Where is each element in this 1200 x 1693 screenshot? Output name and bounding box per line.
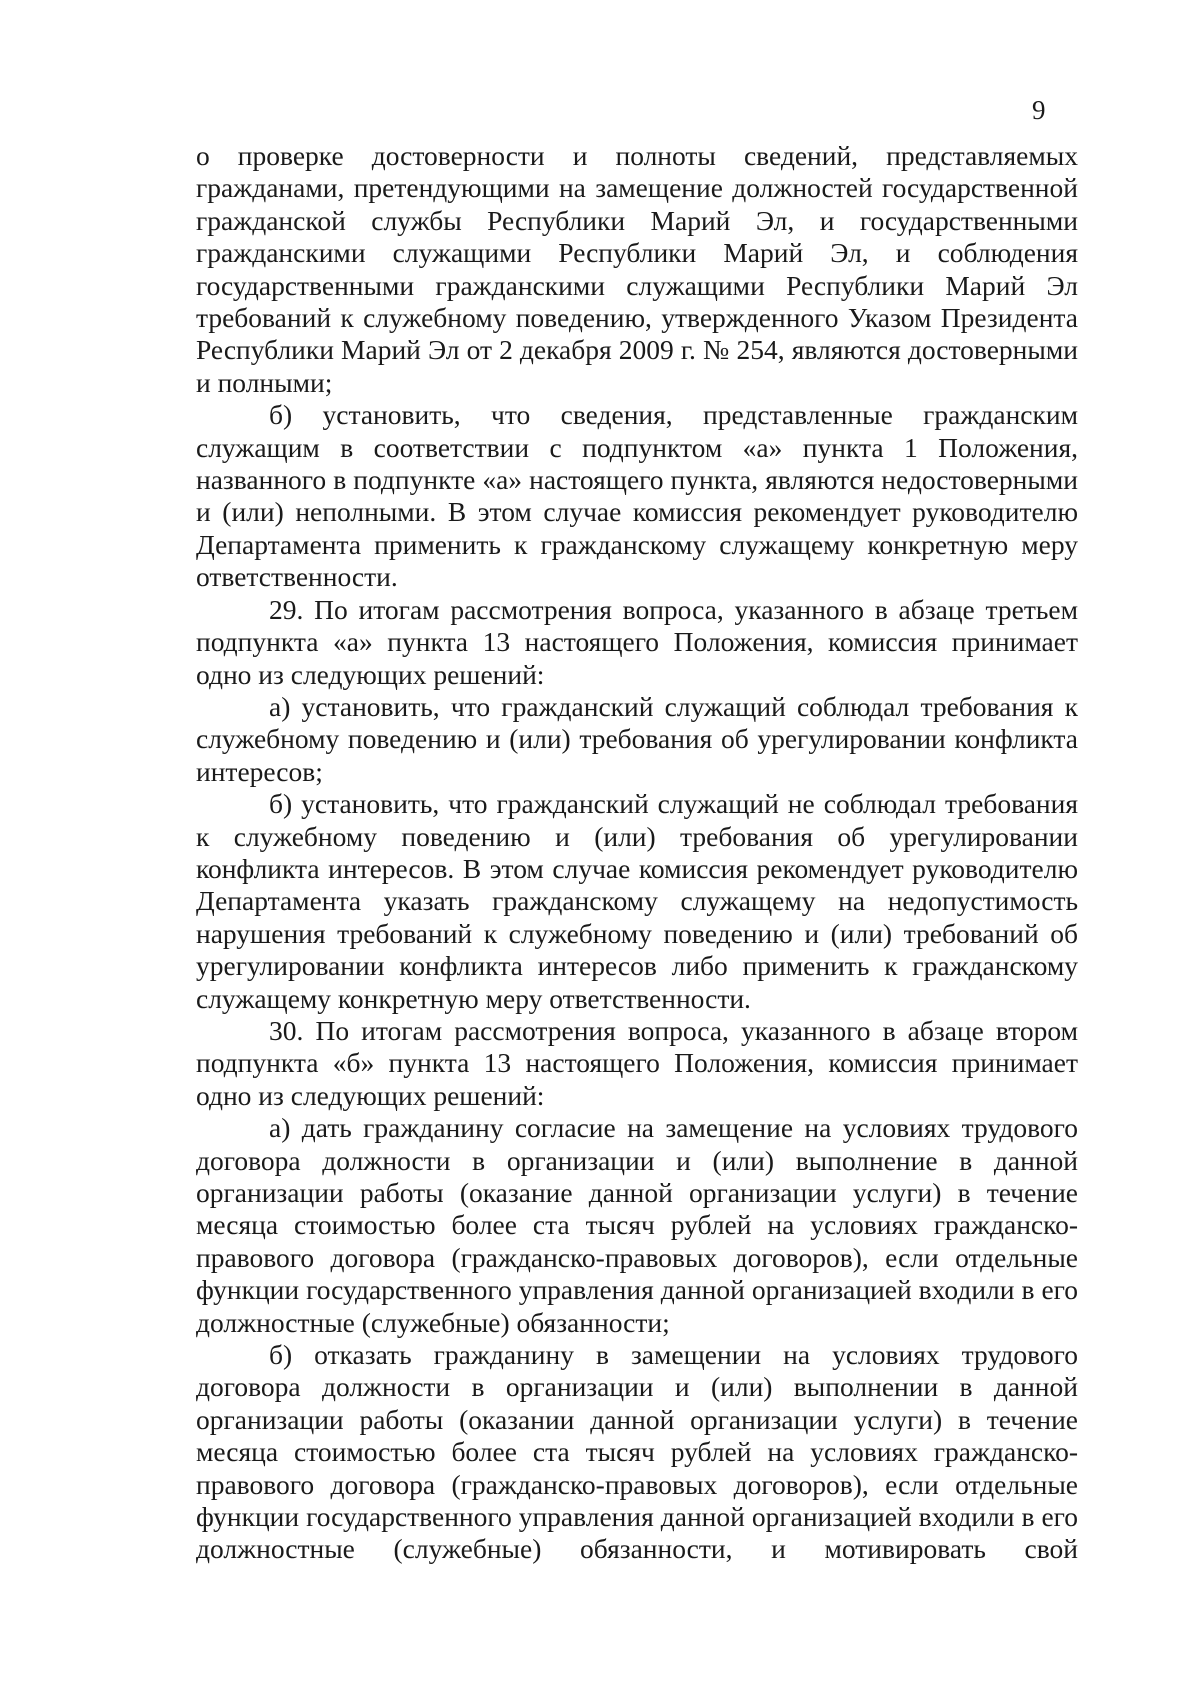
document-body bbox=[196, 140, 1078, 1566]
paragraph: а) дать гражданину согласие на замещение на условиях трудового договора должности в организации и (или) выполнение в данной организации работы (оказание данной организации услуги) в течение месяца стоимостью более ста тысяч рублей на условиях гражданско-правового договора (гражданско-правовых договоров), если отдельные функции государственного управления данной организацией входили в его должностные (служебные) обязанности; bbox=[196, 1112, 1078, 1338]
page-number: 9 bbox=[1032, 95, 1046, 125]
paragraph: 30. По итогам рассмотрения вопроса, указанного в абзаце втором подпункта «б» пункта 13 настоящего Положения, комиссия принимает одно из следующих решений: bbox=[196, 1014, 1078, 1111]
paragraph: б) установить, что гражданский служащий не соблюдал требования к служебному поведению и (или) требования об урегулировании конфликта интересов. В этом случае комиссия рекомендует руководителю Департамента указать гражданскому служащему на недопустимость нарушения требований к служебному поведению и (или) требований об урегулировании конфликта интересов либо применить к гражданскому служащему конкретную меру ответственности. bbox=[196, 788, 1078, 1014]
paragraph: а) установить, что гражданский служащий соблюдал требования к служебному поведению и (или) требования об урегулировании конфликта интересов; bbox=[196, 690, 1078, 787]
paragraph: о проверке достоверности и полноты сведений, представляемых гражданами, претендующими на замещение должностей государственной гражданской службы Республики Марий Эл, и государственными гражданскими служащими Республики Марий Эл, и соблюдения государственными гражданскими служащими Республики Марий Эл требований к служебному поведению, утвержденного Указом Президента Республики Марий Эл от 2 декабря 2009 г. № 254, являются достоверными и полными; bbox=[196, 140, 1078, 398]
paragraph: б) установить, что сведения, представленные гражданским служащим в соответствии с подпунктом «а» пункта 1 Положения, названного в подпункте «а» настоящего пункта, являются недостоверными и (или) неполными. В этом случае комиссия рекомендует руководителю Департамента применить к гражданскому служащему конкретную меру ответственности. bbox=[196, 399, 1078, 593]
paragraph: 29. По итогам рассмотрения вопроса, указанного в абзаце третьем подпункта «а» пункта 13 настоящего Положения, комиссия принимает одно из следующих решений: bbox=[196, 593, 1078, 690]
paragraph: б) отказать гражданину в замещении на условиях трудового договора должности в организации и (или) выполнении в данной организации работы (оказании данной организации услуги) в течение месяца стоимостью более ста тысяч рублей на условиях гражданско-правового договора (гражданско-правовых договоров), если отдельные функции государственного управления данной организацией входили в его должностные (служебные) обязанности, и мотивировать свой bbox=[196, 1339, 1078, 1565]
